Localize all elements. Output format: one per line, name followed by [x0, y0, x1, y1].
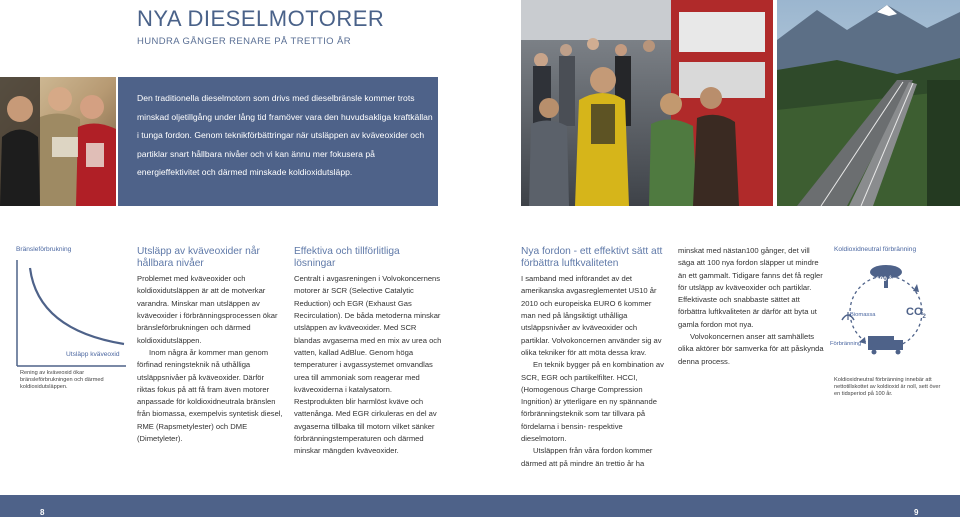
cycle-label-combustion: Förbränning — [830, 341, 862, 347]
chart-x-label: Utsläpp kväveoxid — [66, 351, 120, 358]
page-number-right: 9 — [914, 508, 919, 517]
page-title: NYA DIESELMOTORER — [137, 6, 385, 31]
column-1-paragraph: Problemet med kväveoxider och koldioxidutsläppen är att de motverkar varandra. Minskar man utsläppen av kväveoxider i förbränningsprocessen ökar bränsleförbrukningen och därmed koldioxidutsläppen. — [137, 274, 278, 345]
intro-box — [118, 77, 438, 206]
column-3 — [521, 246, 667, 470]
column-1-heading: Utsläpp av kväveoxider når hållbara nivåer — [137, 246, 260, 269]
column-3-paragraph: Utsläppen från våra fordon kommer därmed att på mindre än trettio år ha — [521, 446, 653, 468]
chart-curve — [30, 268, 124, 344]
intro-text: Den traditionella dieselmotorn som drivs med dieselbränsle kommer trots minskad oljetillgång under lång tid framöver vara den huvudsakliga kraftkällan i tunga fordon. Genom teknikförbättringar när utsläppen av kväveoxider och partiklar snart hållbara nivåer och vi kan ännu mer fokusera på energieffektivitet och därmed minskade koldioxidutsläpp. — [137, 93, 433, 177]
cycle-heading: Koldioxidneutral förbränning — [834, 246, 917, 253]
column-1-paragraph: Inom några år kommer man genom förfinad reningsteknik nå uthålliga utsläppsnivåer på kväveoxider. Därför riktas fokus på att få fram även motorer anpassade för koldioxidneutrala bränslen från biomassa, exempelvis syntetisk diesel, RME (Rapsmetylester) och DME (Dimetyleter). — [137, 347, 283, 444]
column-3-paragraph: I samband med införandet av det amerikanska avgasreglementet US10 år 2010 och europeiska EURO 6 kommer man ned på långsiktigt uthålliga utsläppsnivåer av kväveoxider och partiklar. Volvokoncernen använder sig av olika tekniker för att möta dessa krav. — [521, 274, 662, 357]
co2-subscript: 2 — [922, 314, 926, 321]
photo-mountain-highway — [777, 0, 960, 206]
cycle-label-years: 100 år — [876, 276, 895, 283]
column-3-heading: Nya fordon - ett effektivt sätt att förbättra luftkvaliteten — [521, 246, 663, 269]
footer-bar — [0, 495, 960, 517]
cycle-label-co2 — [906, 306, 926, 320]
co2-text: CO — [906, 306, 923, 318]
chart-caption: Rening av kväveoxid ökar bränsleförbrukningen och därmed koldioxidutsläppen. — [20, 370, 104, 390]
co2-cycle-diagram — [830, 258, 954, 370]
page-subtitle: HUNDRA GÅNGER RENARE PÅ TRETTIO ÅR — [137, 36, 352, 47]
column-2 — [294, 246, 442, 458]
column-4-paragraph: Volvokoncernen anser att samhällets olika aktörer bör samverka för att påskynda denna process. — [678, 332, 824, 366]
page-number-left: 8 — [40, 508, 45, 517]
column-1 — [137, 246, 283, 445]
chart-y-label: Bränsleförbrukning — [16, 246, 72, 253]
column-3-paragraph: En teknik bygger på en kombination av SCR, EGR och partikelfilter. HCCI, (Homogenous Charge Compression Ingnition) är ytterligare en ny spännande förbränningsteknik som tar tillvara på fördelarna i bensin- respektive dieselmotorn. — [521, 360, 664, 444]
cycle-arrow-icon — [913, 284, 919, 292]
cycle-label-biomass: Biomassa — [850, 312, 876, 318]
photo-people — [0, 77, 116, 206]
column-2-paragraph: Centralt i avgasreningen i Volvokoncernens motorer är SCR (Selective Catalytic Reduction) och EGR (Exhaust Gas Recirculation). De båda metoderna minskar utsläppen av kväveoxider. Med SCR blandas avgaserna med en mix av urea och vatten, kallad AdBlue. Genom höga temperaturer i avgassystemet omvandlas urea till ammoniak som reagerar med kväveoxiderna i katalysatorn. Restprodukten blir harmlöst kväve och vattenånga. Med EGR cirkuleras en del av avgaserna tillbaka till motorn vilket sänker förbränningstemperaturen och därmed minskar mängden kväveoxider. — [294, 274, 442, 456]
truck-icon — [868, 336, 903, 355]
column-2-heading: Effektiva och tillförlitliga lösningar — [294, 246, 400, 269]
column-4-paragraph: minskat med nästan100 gånger, det vill säga att 100 nya fordon släpper ut mindre än ett gammalt. Tidigare fanns det få regler för utsläpp av kväveoxider och partiklar. Effektivaste och snabbaste sättet att förbättra luftkvaliteten är därför att byta ut gamla fordon mot nya. — [678, 246, 823, 329]
column-4 — [678, 245, 824, 368]
cycle-caption: Koldioxidneutral förbränning innebär att nettotillskottet av koldioxid är noll, sett över en tidsperiod på 100 år. — [834, 377, 941, 397]
photo-station-crowd — [521, 0, 773, 206]
